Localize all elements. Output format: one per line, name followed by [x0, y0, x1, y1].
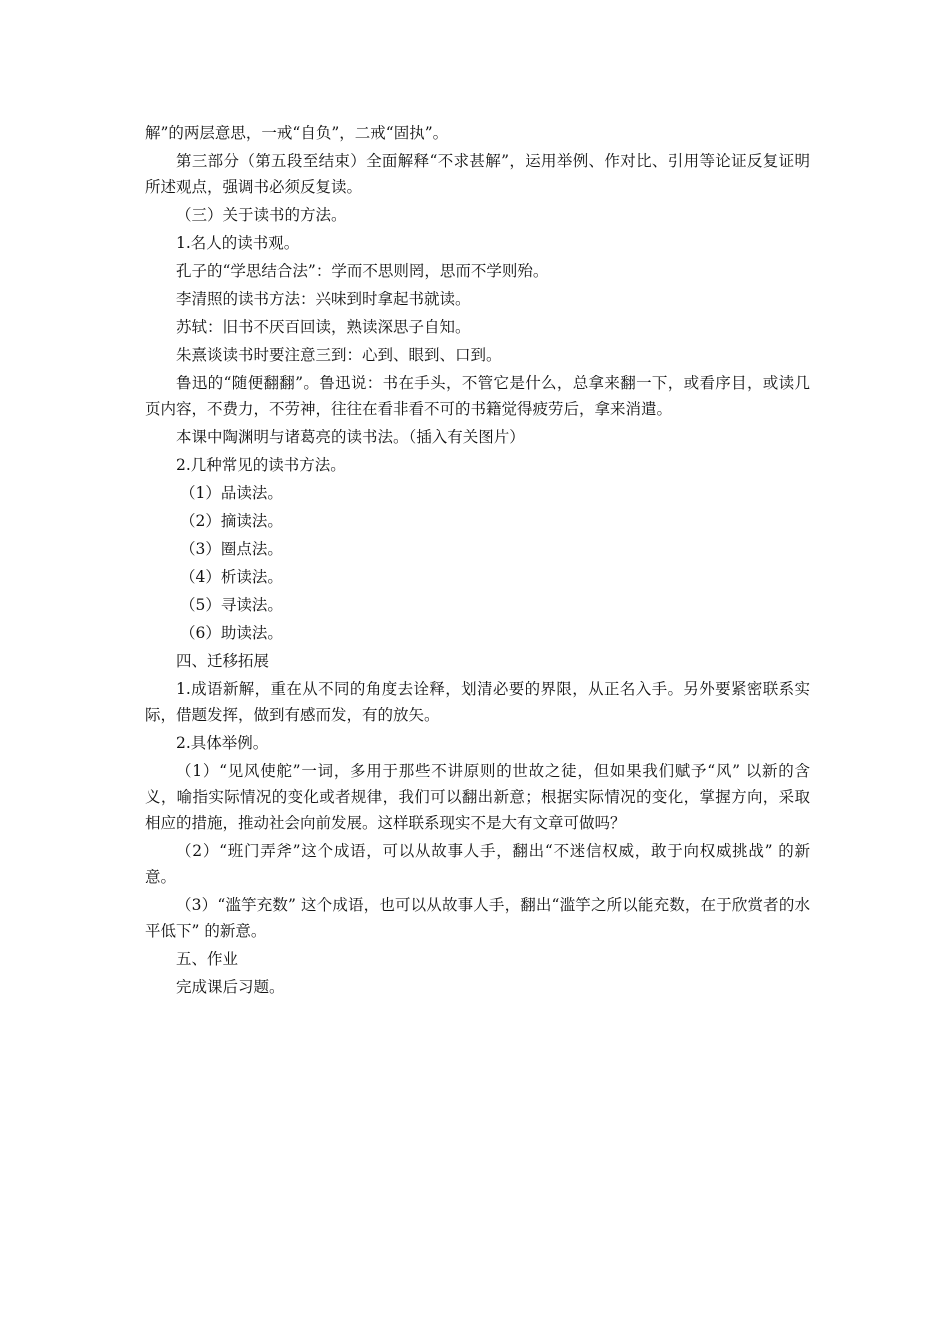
document-body [145, 120, 810, 1002]
list-item: （5）寻读法。 [180, 596, 283, 614]
paragraph-su-shi: 苏轼：旧书不厌百回读，熟读深思子自知。 [176, 318, 471, 336]
list-item: （1）品读法。 [180, 484, 283, 502]
example-item: （1）“见风使舵”一词，多用于那些不讲原则的世故之徒，但如果我们赋予“风” 以新的含义，喻指实际情况的变化或者规律，我们可以翻出新意；根据实际情况的变化，掌握方向，采取相应的措施，推动社会向前发展。这样联系现实不是大有文章可做吗？ [145, 762, 810, 832]
paragraph-li-qingzhao: 李清照的读书方法：兴味到时拿起书就读。 [176, 290, 471, 308]
list-item: （4）析读法。 [180, 568, 283, 586]
paragraph-confucius: 孔子的“学思结合法”：学而不思则罔，思而不学则殆。 [176, 262, 549, 280]
example-item: （2）“班门弄斧”这个成语，可以从故事人手，翻出“不迷信权威，敢于向权威挑战” 的新意。 [145, 842, 810, 886]
section-heading-reading-methods: （三）关于读书的方法。 [176, 206, 347, 224]
list-item: （2）摘读法。 [180, 512, 283, 530]
example-item: （3）“滥竽充数” 这个成语，也可以从故事人手，翻出“滥竽之所以能充数，在于欣赏者的水平低下” 的新意。 [145, 896, 810, 940]
paragraph-continuation: 解”的两层意思，一戒“自负”，二戒“固执”。 [145, 124, 449, 142]
list-item: （3）圈点法。 [180, 540, 283, 558]
subheading-common-methods: 2.几种常见的读书方法。 [176, 456, 346, 474]
subheading-examples: 2.具体举例。 [176, 734, 269, 752]
paragraph-part-three: 第三部分（第五段至结束）全面解释“不求甚解”，运用举例、作对比、引用等论证反复证明所述观点，强调书必须反复读。 [145, 152, 810, 196]
paragraph-tao-zhuge: 本课中陶渊明与诸葛亮的读书法。（插入有关图片） [176, 428, 525, 446]
paragraph-idiom-new-meaning: 1.成语新解，重在从不同的角度去诠释，划清必要的界限，从正名入手。另外要紧密联系实际，借题发挥，做到有感而发，有的放矢。 [145, 680, 810, 724]
list-item: （6）助读法。 [180, 624, 283, 642]
section-heading-homework: 五、作业 [176, 950, 239, 968]
paragraph-lu-xun: 鲁迅的“随便翻翻”。鲁迅说：书在手头，不管它是什么，总拿来翻一下，或看序目，或读几页内容，不费力，不劳神，往往在看非看不可的书籍觉得疲劳后，拿来消遣。 [145, 374, 810, 418]
subheading-famous-views: 1.名人的读书观。 [176, 234, 300, 252]
paragraph-homework: 完成课后习题。 [176, 978, 285, 996]
paragraph-zhu-xi: 朱熹谈读书时要注意三到：心到、眼到、口到。 [176, 346, 502, 364]
section-heading-extension: 四、迁移拓展 [176, 652, 270, 670]
